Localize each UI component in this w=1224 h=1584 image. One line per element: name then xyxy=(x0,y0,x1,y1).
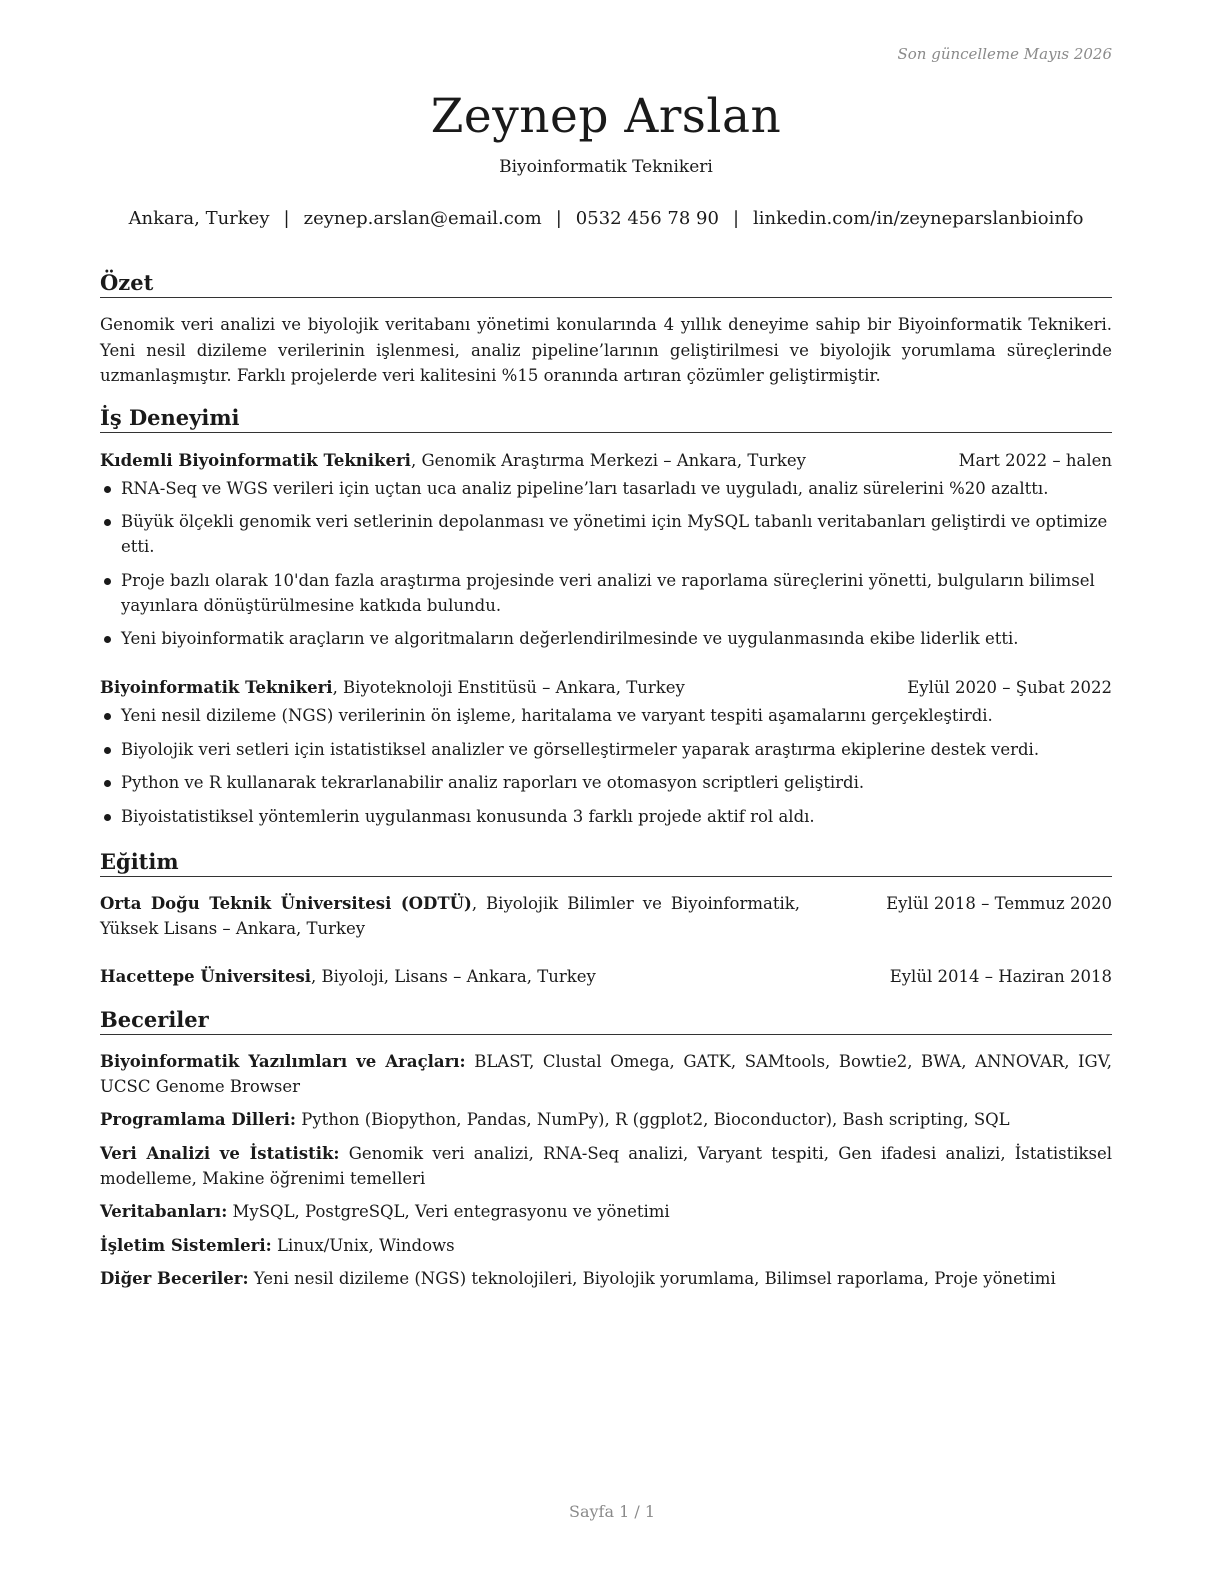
resume-page xyxy=(100,0,1112,1300)
education-entry xyxy=(100,964,1112,989)
education-dates: Eylül 2018 – Temmuz 2020 xyxy=(886,893,1112,913)
contact-email[interactable]: zeynep.arslan@email.com xyxy=(303,208,542,229)
last-updated-note: Son güncelleme Mayıs 2026 xyxy=(897,45,1112,63)
job-header xyxy=(100,675,1112,700)
job-bullet: Yeni nesil dizileme (NGS) verilerinin ön işleme, haritalama ve varyant tespiti aşamalarını gerçekleştirdi. xyxy=(100,703,1112,728)
skill-group xyxy=(100,1049,1112,1099)
job-bullet: Büyük ölçekli genomik veri setlerinin depolanması ve yönetimi için MySQL tabanlı veritabanları geliştirdi ve optimize etti. xyxy=(100,509,1112,559)
education-school: Orta Doğu Teknik Üniversitesi (ODTÜ) xyxy=(100,893,472,913)
skill-group-label: Veri Analizi ve İstatistik: xyxy=(100,1143,340,1163)
skill-group-value: Linux/Unix, Windows xyxy=(271,1235,455,1255)
summary-heading: Özet xyxy=(100,270,1112,298)
skill-group xyxy=(100,1233,1112,1258)
skill-group-label: İşletim Sistemleri: xyxy=(100,1235,272,1255)
job-entry xyxy=(100,675,1112,829)
job-organization: , Genomik Araştırma Merkezi – Ankara, Turkey xyxy=(410,450,806,470)
contact-linkedin[interactable]: linkedin.com/in/zeyneparslanbioinfo xyxy=(753,208,1084,229)
job-bullets xyxy=(100,476,1112,652)
contact-separator: | xyxy=(283,208,290,229)
skill-group-label: Veritabanları: xyxy=(100,1202,228,1221)
contact-phone: 0532 456 78 90 xyxy=(575,208,719,229)
skills-list xyxy=(100,1049,1112,1292)
education-entry xyxy=(100,891,1112,941)
skill-group-label: Programlama Dilleri: xyxy=(100,1110,297,1129)
job-bullet: RNA-Seq ve WGS verileri için uçtan uca analiz pipeline’ları tasarladı ve uyguladı, analiz sürelerini %20 azalttı. xyxy=(100,476,1112,501)
job-dates: Eylül 2020 – Şubat 2022 xyxy=(907,678,1112,697)
skill-group-value: BLAST, Clustal Omega, GATK, SAMtools, Bowtie2, BWA, ANNOVAR, IGV, UCSC Genome Browser xyxy=(100,1051,1112,1096)
contact-separator: | xyxy=(732,208,740,229)
skill-group-value: MySQL, PostgreSQL, Veri entegrasyonu ve yönetimi xyxy=(227,1202,670,1221)
skill-group-value: Genomik veri analizi, RNA-Seq analizi, Varyant tespiti, Gen ifadesi analizi, İstatistiksel modelleme, Makine öğrenimi temelleri xyxy=(100,1143,1113,1188)
job-dates: Mart 2022 – halen xyxy=(958,450,1112,470)
job-bullet: Yeni biyoinformatik araçların ve algoritmaların değerlendirilmesinde ve uygulanmasında ekibe liderlik etti. xyxy=(100,626,1112,651)
job-bullet: Python ve R kullanarak tekrarlanabilir analiz raporları ve otomasyon scriptleri geliştirdi. xyxy=(100,770,1112,795)
education-dates: Eylül 2014 – Haziran 2018 xyxy=(889,966,1112,986)
education-heading: Eğitim xyxy=(100,849,1112,877)
candidate-name: Zeynep Arslan xyxy=(430,89,782,144)
skill-group-label: Diğer Beceriler: xyxy=(100,1269,249,1288)
job-bullet: Biyoistatistiksel yöntemlerin uygulanması konusunda 3 farklı projede aktif rol aldı. xyxy=(100,804,1112,829)
page-number: Sayfa 1 / 1 xyxy=(568,1502,655,1521)
summary-text: Genomik veri analizi ve biyolojik veritabanı yönetimi konularında 4 yıllık deneyime sahip bir Biyoinformatik Teknikeri. Yeni nesil dizileme verilerinin işlenmesi, analiz pipeline’larının geliştirilmesi ve biyolojik yorumlama süreçlerinde uzmanlaşmıştır. Farklı projelerde veri kalitesini %15 oranında artıran çözümler geliştirmiştir. xyxy=(100,315,1112,385)
contact-line xyxy=(100,208,1112,230)
education-detail: , Biyoloji, Lisans – Ankara, Turkey xyxy=(311,966,596,986)
contact-location: Ankara, Turkey xyxy=(128,208,270,229)
education-school: Hacettepe Üniversitesi xyxy=(100,966,312,986)
contact-separator: | xyxy=(555,208,562,229)
skill-group xyxy=(100,1141,1112,1191)
skill-group xyxy=(100,1266,1112,1291)
job-header xyxy=(100,448,1112,473)
job-bullet: Biyolojik veri setleri için istatistiksel analizler ve görselleştirmeler yaparak araştırma ekiplerine destek verdi. xyxy=(100,737,1112,762)
education-detail: , Biyolojik Bilimler ve Biyoinformatik, Yüksek Lisans – Ankara, Turkey xyxy=(100,893,800,938)
candidate-title: Biyoinformatik Teknikeri xyxy=(499,157,713,177)
skills-heading: Beceriler xyxy=(100,1007,1112,1035)
job-role: Biyoinformatik Teknikeri xyxy=(100,678,333,697)
job-bullets xyxy=(100,703,1112,829)
skill-group-value: Yeni nesil dizileme (NGS) teknolojileri, Biyolojik yorumlama, Bilimsel raporlama, Proje yönetimi xyxy=(248,1269,1056,1288)
skill-group xyxy=(100,1199,1112,1224)
experience-heading: İş Deneyimi xyxy=(100,405,1112,433)
job-organization: , Biyoteknoloji Enstitüsü – Ankara, Turkey xyxy=(332,678,685,697)
job-role: Kıdemli Biyoinformatik Teknikeri xyxy=(100,450,411,470)
skill-group-label: Biyoinformatik Yazılımları ve Araçları: xyxy=(100,1051,466,1071)
job-entry xyxy=(100,448,1112,652)
skill-group xyxy=(100,1107,1112,1132)
job-bullet: Proje bazlı olarak 10'dan fazla araştırma projesinde veri analizi ve raporlama süreçlerini yönetti, bulguların bilimsel yayınlara dönüştürülmesine katkıda bulundu. xyxy=(100,568,1112,618)
skill-group-value: Python (Biopython, Pandas, NumPy), R (ggplot2, Bioconductor), Bash scripting, SQL xyxy=(296,1110,1010,1129)
